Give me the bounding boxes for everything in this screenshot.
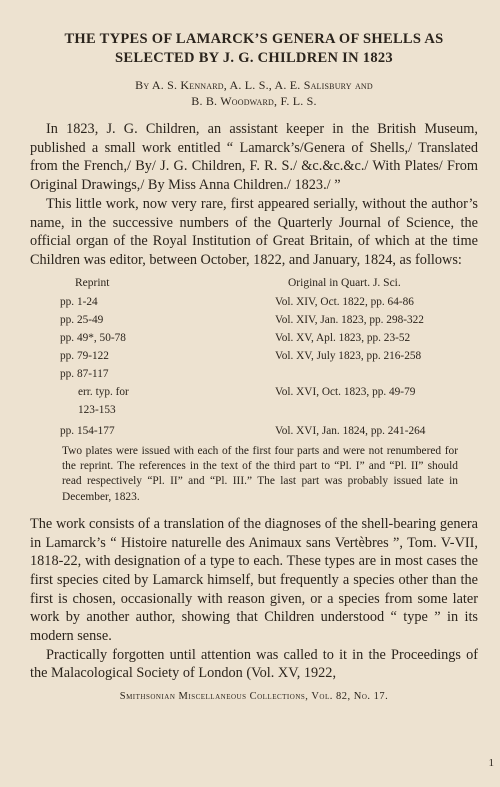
page-number: 1 [488, 757, 494, 769]
article-title [30, 30, 478, 68]
table-cell-reprint: 123-153 [78, 403, 116, 416]
table-cell-original: Vol. XIV, Jan. 1823, pp. 298-322 [275, 313, 424, 326]
paragraph-2: This little work, now very rare, first appeared serially, without the author’s name, in the successive numbers of the Quarterly Journal of Science, the official organ of the Royal Institution of Great Britain, of which at the time Children was editor, between October, 1822, and January, 1824, as follows: [30, 195, 478, 268]
table-cell-original: Vol. XVI, Oct. 1823, pp. 49-79 [275, 385, 416, 398]
table-cell-reprint: pp. 25-49 [60, 313, 104, 326]
table-cell-reprint: err. typ. for [78, 385, 129, 398]
table-cell-reprint: pp. 154-177 [60, 424, 115, 437]
paragraph-3: The work consists of a translation of the diagnoses of the shell-bearing genera in Lamarck’s “ Histoire naturelle des Animaux sans Vertèbres ”, Tom. V-VII, 1818-22, with designation of a type to each. These types are in most cases the first species cited by Lamarck himself, but frequently a species other than the first is chosen, occasionally with reason given, or a species from some later work by another author, showing that Children understood “ type ” in its modern sense. [30, 515, 478, 645]
table-header-original: Original in Quart. J. Sci. [288, 276, 401, 289]
title-line-2: SELECTED BY J. G. CHILDREN IN 1823 [115, 50, 393, 66]
table-cell-original: Vol. XV, July 1823, pp. 216-258 [275, 349, 422, 362]
table-header-reprint: Reprint [75, 276, 110, 289]
authors-line-1: By A. S. Kennard, A. L. S., A. E. Salisbury and [135, 78, 373, 92]
table-cell-reprint: pp. 49*, 50-78 [60, 331, 126, 344]
table-cell-original: Vol. XIV, Oct. 1822, pp. 64-86 [275, 295, 414, 308]
table-cell-original: Vol. XV, Apl. 1823, pp. 23-52 [275, 331, 411, 344]
table-note: Two plates were issued with each of the first four parts and were not renumbered for the reprint. The references in the text of the third part to “Pl. I” and “Pl. II” should read respectively “Pl. II” and “Pl. III.” The last part was probably issued late in December, 1823. [62, 444, 458, 503]
title-line-1: THE TYPES OF LAMARCK’S GENERA OF SHELLS AS [64, 31, 444, 47]
paragraph-1: In 1823, J. G. Children, an assistant keeper in the British Museum, published a small work entitled “ Lamarck’s/Genera of Shells,/ Translated from the French,/ By/ J. G. Children, F. R. S./ &c.&c.&c./ With Plates/ From Original Drawings,/ By Miss Anna Children./ 1823./ ” [30, 121, 478, 194]
paragraph-4: Practically forgotten until attention was called to it in the Proceedings of the Malacological Society of London (Vol. XV, 1922, [30, 646, 478, 682]
table-cell-reprint: pp. 79-122 [60, 349, 109, 362]
authors-line-2: B. B. Woodward, F. L. S. [191, 94, 317, 108]
series-footer: Smithsonian Miscellaneous Collections, Vol. 82, No. 17. [119, 691, 389, 703]
page [30, 30, 478, 702]
publication-table [30, 276, 478, 444]
table-cell-reprint: pp. 1-24 [60, 295, 98, 308]
table-cell-reprint: pp. 87-117 [60, 367, 109, 380]
table-cell-original: Vol. XVI, Jan. 1824, pp. 241-264 [275, 424, 426, 437]
author-byline [30, 77, 478, 109]
